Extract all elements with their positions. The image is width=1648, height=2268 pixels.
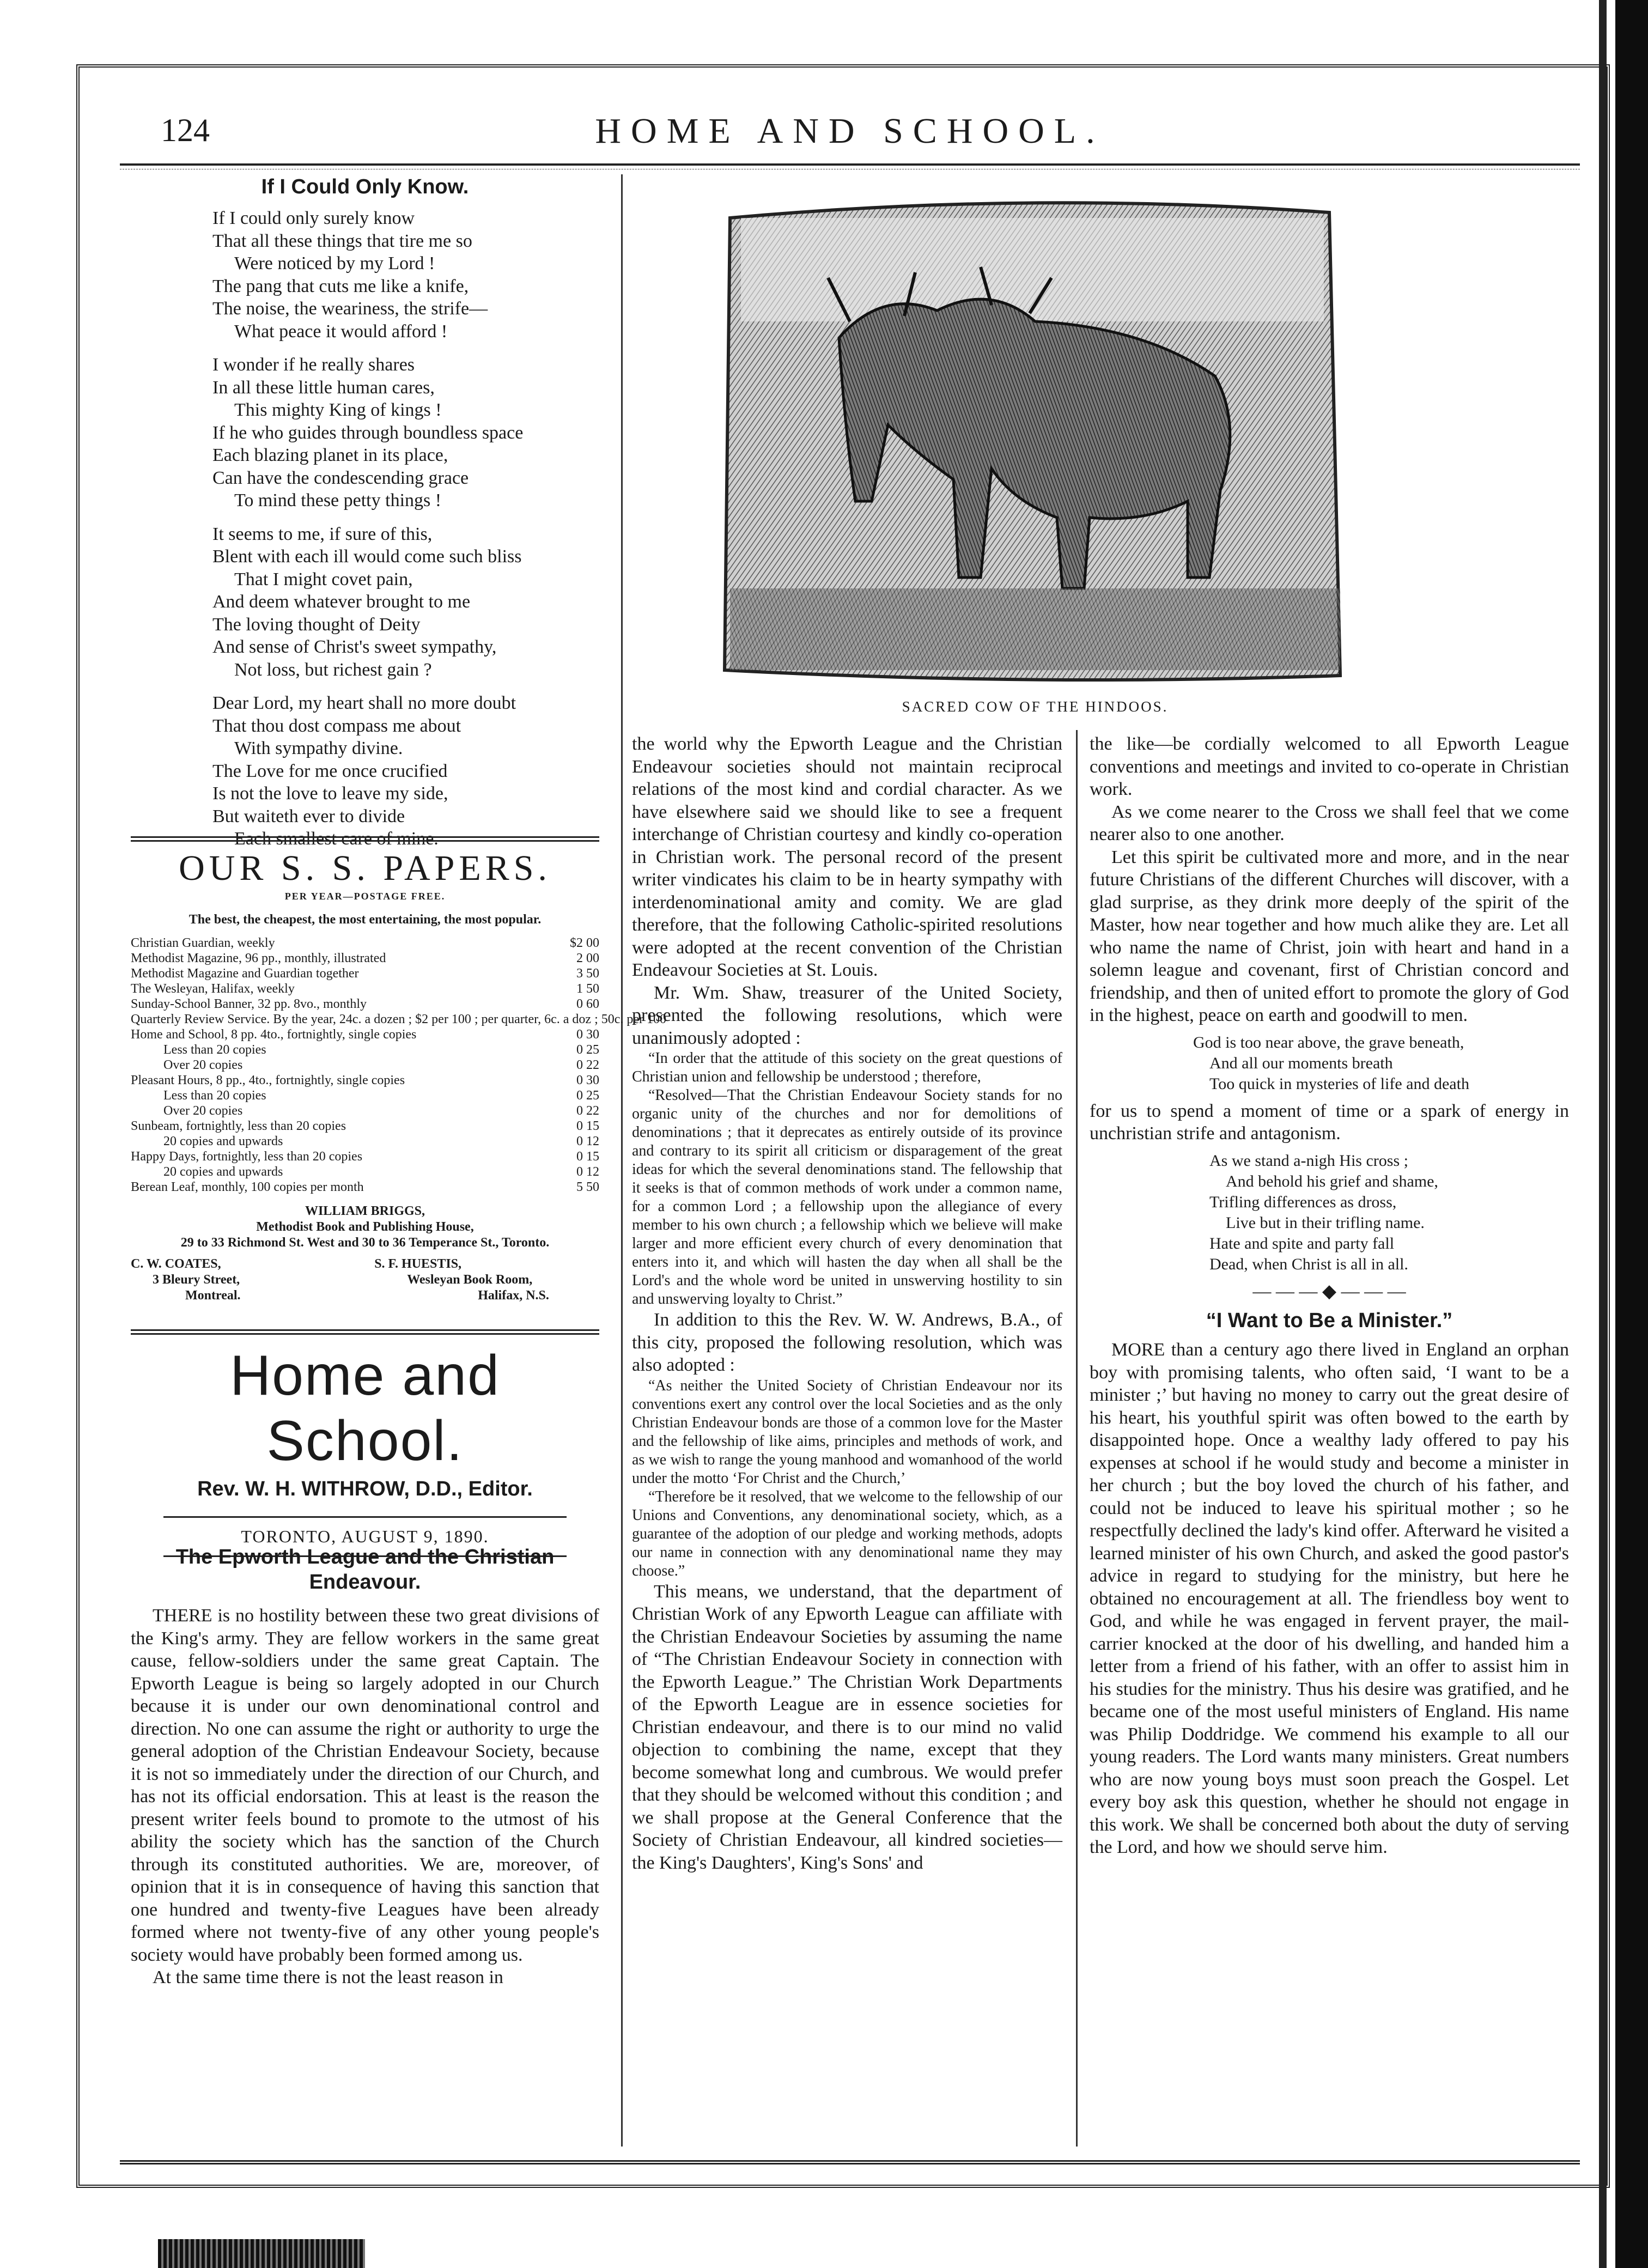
agent-halifax: S. F. HUESTIS, Wesleyan Book Room, Halifax, N.S. bbox=[374, 1257, 549, 1303]
page-header bbox=[120, 101, 1580, 153]
price-item: Methodist Magazine and Guardian together bbox=[131, 966, 359, 981]
publisher-house: Methodist Book and Publishing House, bbox=[256, 1220, 474, 1234]
price-value: $2 00 bbox=[570, 936, 599, 950]
price-row bbox=[131, 981, 599, 996]
ornament-divider: — — — ◆ — — — bbox=[1252, 1281, 1406, 1302]
verse-1: God is too near above, the grave beneath, And all our moments breath Too quick in mysteries of life and death bbox=[1193, 1033, 1469, 1093]
price-row bbox=[131, 1164, 599, 1179]
price-value: 0 12 bbox=[576, 1165, 599, 1179]
price-item: Sunbeam, fortnightly, less than 20 copies bbox=[131, 1119, 346, 1133]
price-item: Christian Guardian, weekly bbox=[131, 936, 275, 950]
image-caption: SACRED COW OF THE HINDOOS. bbox=[902, 698, 1169, 715]
price-row bbox=[131, 1057, 599, 1073]
price-row bbox=[131, 935, 599, 951]
scan-edge-shadow bbox=[1615, 0, 1648, 2268]
price-row bbox=[131, 1103, 599, 1118]
header-rule bbox=[120, 163, 1580, 166]
agents bbox=[131, 1256, 599, 1304]
price-row bbox=[131, 1134, 599, 1149]
price-value: 5 50 bbox=[576, 1180, 599, 1194]
price-value: 0 60 bbox=[576, 997, 599, 1011]
price-item: Home and School, 8 pp. 4to., fortnightly, single copies bbox=[131, 1027, 417, 1042]
article-epworth-title: The Epworth League and the Christian Endeavour. bbox=[175, 1546, 555, 1594]
price-row bbox=[131, 1042, 599, 1057]
publisher-name: WILLIAM BRIGGS, bbox=[305, 1204, 425, 1218]
poem-stanza: It seems to me, if sure of this, Blent with each ill would come such bliss That I might covet pain, And deem whatever brought to me The loving thought of Deity And sense of Christ's sweet sympathy, Not loss, but richest gain ? bbox=[212, 524, 522, 680]
publisher-address: 29 to 33 Richmond St. West and 30 to 36 Temperance St., Toronto. bbox=[180, 1236, 550, 1250]
price-item: Less than 20 copies bbox=[163, 1089, 266, 1103]
masthead-title: Home and School. bbox=[230, 1344, 500, 1473]
masthead-dateline: TORONTO, AUGUST 9, 1890. bbox=[241, 1526, 489, 1546]
page-number: 124 bbox=[161, 112, 210, 148]
price-item: Over 20 copies bbox=[163, 1104, 243, 1118]
footer-rule bbox=[120, 2160, 1580, 2164]
price-item: 20 copies and upwards bbox=[163, 1134, 283, 1148]
agent-montreal: C. W. COATES, 3 Bleury Street, Montreal. bbox=[131, 1257, 241, 1303]
poem-stanza: I wonder if he really shares In all these little human cares, This mighty King of kings ! If he who guides through boundless space Each blazing planet in its place, Can have the condescending grace To mind these petty things ! bbox=[212, 355, 524, 510]
price-value: 2 00 bbox=[576, 951, 599, 965]
price-row bbox=[131, 1179, 599, 1195]
ss-papers-tagline: The best, the cheapest, the most entertaining, the most popular. bbox=[188, 913, 542, 927]
column-rule-1 bbox=[621, 174, 623, 2147]
price-value: 0 15 bbox=[576, 1150, 599, 1164]
price-item: Methodist Magazine, 96 pp., monthly, illustrated bbox=[131, 951, 386, 965]
price-value: 0 22 bbox=[576, 1058, 599, 1072]
ss-papers-subtitle: PER YEAR—POSTAGE FREE. bbox=[284, 890, 446, 902]
verse-2: As we stand a-nigh His cross ; And behold his grief and shame, Trifling differences as dross, Live but in their trifling name. Hate and spite and party fall Dead, when Christ is all in all. bbox=[1209, 1151, 1438, 1273]
resolution-quote: “As neither the United Society of Christian Endeavour nor its conventions exert any control over the local Societies and as the only Christian Endeavour bonds are those of a common love for the Master and the fellowship of like aims, principles and methods of work, and as we wish to range the young manhood and womanhood of the world under the motto ‘For Christ and the Church,’ “Therefore be it resolved, that we welcome to the fellowship of our Unions and Conventions, any denominational society, which, as a guarantee of the adoption of our pledge and working methods, adopts our name in connection with any denominational name they may choose.” bbox=[632, 1377, 1062, 1579]
price-value: 0 22 bbox=[576, 1104, 599, 1118]
masthead bbox=[131, 1343, 599, 1557]
price-row bbox=[131, 996, 599, 1012]
price-value: 3 50 bbox=[576, 966, 599, 981]
price-row bbox=[131, 1027, 599, 1042]
price-row bbox=[131, 1012, 667, 1027]
paper-title: HOME AND SCHOOL. bbox=[595, 111, 1105, 151]
price-row bbox=[131, 966, 599, 981]
price-value: 0 30 bbox=[576, 1027, 599, 1042]
column-rule-2 bbox=[1076, 730, 1078, 2147]
poem-stanza: Dear Lord, my heart shall no more doubt That thou dost compass me about With sympathy divine. The Love for me once crucified Is not the love to leave my side, But waiteth ever to divide Each smallest care of mine. bbox=[212, 693, 516, 849]
price-item: Less than 20 copies bbox=[163, 1043, 266, 1057]
price-item: The Wesleyan, Halifax, weekly bbox=[131, 982, 295, 996]
section-rule bbox=[131, 836, 599, 842]
poem-stanza: If I could only surely know That all these things that tire me so Were noticed by my Lord ! The pang that cuts me like a knife, The noise, the weariness, the strife— What peace it would afford ! bbox=[212, 208, 488, 342]
article-epworth-col2: the world why the Epworth League and the Christian Endeavour societies should not maintain reciprocal relations of the most kind and cordial character. As we have elsewhere said we should like to see a frequent interchange of Christian courtesy and kindly co-operation in Christian work. The personal record of the present writer vindicates his claim to be in hearty sympathy with interdenominational amity and comity. We are glad therefore, that the following Catholic-spirited resolutions were adopted at the recent convention of the Christian Endeavour Societies at St. Louis. Mr. Wm. Shaw, treasurer of the United Society, presented the following resolutions, which were unanimously adopted : “In order that the attitude of this society on the great questions of Christian union and fellowship be understood ; therefore, “Resolved—That the Christian Endeavour Society stands for no organic unity of the churches and nor for demolitions of denominations ; that it deprecates as entirely outside of its province and contrary to its spirit all criticism or disparagement of the great ideas for which the several denominations stand. The fellowship that it seeks is that of common methods of work under a common name, for a common Lord ; a fellowship upon the allegiance of every member to his own church ; a fellowship which we believe will make larger and more efficient every church of every denomination that enters into it, and which will hasten the day when all shall be the Lord's and the whole word be united in unswerving hostility to sin and unswerving loyalty to Christ.” In addition to this the Rev. W. W. Andrews, B.A., of this city, proposed the following resolution, which was also adopted : “As neither the United Society of Christian Endeavour nor its conventions exert any control over the local Societies and as the only Christian Endeavour bonds are those of a common love for the Master and the fellowship of like aims, principles and methods of work, and as we wish to range the young manhood and womanhood of the world under the motto ‘For Christ and the Church,’ “Therefore be it resolved, that we welcome to the fellowship of our Unions and Conventions, any denominational society, which, as a guarantee of the adoption of our pledge and working methods, adopts our name in connection with any denominational name they may choose.” This means, we understand, that the department of Christian Work of any Epworth League can affiliate with the Christian Endeavour Societies by assuming the name of “The Christian Endeavour Society in connection with the Epworth League.” The Christian Work Departments of the Epworth League are in essence societies for Christian endeavour, and there is to our mind no valid objection to combining the name, except that they become somewhat long and cumbrous. We would prefer that they should be welcomed without this condition ; and we shall propose at the General Conference that the Society of Christian Endeavour, all kindred societies—the King's Daughters', King's Sons' and bbox=[632, 734, 1062, 1873]
poem bbox=[131, 174, 599, 861]
price-row bbox=[131, 1073, 599, 1088]
price-value: 1 50 bbox=[576, 982, 599, 996]
price-row bbox=[131, 1118, 599, 1134]
ss-papers bbox=[131, 848, 667, 1304]
article-minister-body: MORE than a century ago there lived in England an orphan boy with promising talents, who often said, ‘I want to be a minister ;’ but having no money to carry out the great desire of his heart, his youthful spirit was often bowed to the earth by disappointed hope. Once a wealthy lady offered to pay his expenses at school if he would study and become a minister in her church ; but the boy loved the church of his father, and could not be induced to leave his spiritual mother ; so he respectfully declined the lady's kind offer. Afterward he visited a learned minister of his own Church, and asked the good pastor's advice in regard to studying for the ministry, but here he obtained no encouragement at all. The friendless boy went to God, and while he was engaged in fervent prayer, the mail-carrier knocked at the door of his dwelling, and handed him a letter from a friend of his father, with an offer to assist him in his studies for the ministry. Thus his desire was gratified, and he became one of the most useful ministers of England. His name was Philip Doddridge. We commend his example to all our young readers. The Lord wants many ministers. Great numbers who are now young boys must soon preach the Gospel. Let every boy ask this question, whether he should not engage in this work. We shall be concerned both about the duty of serving the Lord, and how we should serve him. bbox=[1090, 1340, 1569, 1857]
price-item: Over 20 copies bbox=[163, 1058, 243, 1072]
masthead-editor: Rev. W. H. WITHROW, D.D., Editor. bbox=[197, 1477, 533, 1500]
price-value: 0 25 bbox=[576, 1089, 599, 1103]
price-value: 0 12 bbox=[576, 1134, 599, 1148]
article-epworth-col3: the like—be cordially welcomed to all Epworth League conventions and meetings and invited to co-operate in Christian work. As we come nearer to the Cross we shall feel that we come nearer also to one another. Let this spirit be cultivated more and more, and in the near future Christians of the different Churches will discover, with a glad surprise, as they drink more deeply of the spirit of the Master, how near together and how much alike they are. Let all who name the name of Christ, join with heart and hand in a solemn league and covenant, first of Christian concord and friendship, and then of united effort to promote the glory of God in the highest, peace on earth and goodwill to men. God is too near above, the grave beneath, And all our moments breath Too quick in mysteries of life and death for us to spend a moment of time or a spark of energy in unchristian strife and antagonism. As we stand a-nigh His cross ; And behold his grief and shame, Trifling differences as dross, Live but in their trifling name. Hate and spite and party fall Dead, when Christ is all in all. — — — ◆ — — — “I Want to Be a Minister.” MORE than a century ago there lived in England an orphan boy with promising talents, who often said, ‘I want to be a minister ;’ but having no money to carry out the great desire of his heart, his youthful spirit was often bowed to the earth by disappointed hope. Once a wealthy lady offered to pay his expenses at school if he would study and become a minister in her church ; but the boy loved the church of his father, and could not be induced to leave his spiritual mother ; so he respectfully declined the lady's kind offer. Afterward he visited a learned minister of his own Church, and asked the good pastor's advice in regard to studying for the ministry, but here he obtained no encouragement at all. The friendless boy went to God, and while he was engaged in fervent prayer, the mail-carrier knocked at the door of his dwelling, and handed him a letter from a friend of his father, with an offer to assist him in his studies for the ministry. Thus his desire was gratified, and he became one of the most useful ministers of England. His name was Philip Doddridge. We commend his example to all our young readers. The Lord wants many ministers. Great numbers who are now young boys must soon preach the Gospel. Let every boy ask this question, whether he should not engage in this work. We shall be concerned both about the duty of serving the Lord, and how we should serve him. bbox=[1090, 733, 1569, 1859]
price-list bbox=[131, 935, 667, 1195]
price-value: 0 30 bbox=[576, 1073, 599, 1087]
section-rule bbox=[131, 1329, 599, 1335]
resolution-quote: “In order that the attitude of this society on the great questions of Christian union and fellowship be understood ; therefore, “Resolved—That the Christian Endeavour Society stands for no organic unity of the churches and nor for demolitions of denominations ; that it deprecates as entirely outside of its province and contrary to its spirit all criticism or disparagement of the great ideas for which the several denominations stand. The fellowship that it seeks is that of common methods of work under a common name, for a common Lord ; a fellowship upon the allegiance of every member to his own church ; a fellowship which we believe will make larger and more efficient every church of every denomination that enters into it, and which will hasten the day when all shall be the Lord's and the whole word be united in unswerving hostility to sin and unswerving loyalty to Christ.” bbox=[632, 1050, 1062, 1308]
price-item: Berean Leaf, monthly, 100 copies per month bbox=[131, 1180, 364, 1194]
price-item: 20 copies and upwards bbox=[163, 1165, 283, 1179]
ss-papers-title: OUR S. S. PAPERS. bbox=[179, 848, 551, 888]
price-item: Sunday-School Banner, 32 pp. 8vo., monthly bbox=[131, 997, 367, 1011]
price-item: Happy Days, fortnightly, less than 20 copies bbox=[131, 1150, 363, 1164]
article-epworth-col1: The Epworth League and the Christian Endeavour. THERE is no hostility between these two great divisions of the King's army. They are fellow workers in the same great cause, fellow-soldiers under the same great Captain. The Epworth League is being so largely adopted in our Church because it is under our own denominational control and direction. No one can assume the right or authority to urge the general adoption of the Christian Endeavour Society, because it is not so immediately under the direction of our Church, and has not its official endorsation. This at least is the reason the present writer feels bound to promote to the utmost of his ability the society which has the sanction of the Church through its constituted authorities. We are, moreover, of opinion that it is in consequence of having this sanction that one hundred and twenty-five Leagues have been already formed where not twenty-five of any other young people's society would have probably been formed among us. At the same time there is not the least reason in bbox=[131, 1546, 599, 1987]
price-value: 0 15 bbox=[576, 1119, 599, 1133]
price-value: 0 25 bbox=[576, 1043, 599, 1057]
sacred-cow-illustration bbox=[708, 196, 1351, 697]
scan-smudge bbox=[158, 2239, 365, 2268]
price-item: Quarterly Review Service. By the year, 24c. a dozen ; $2 per 100 ; per quarter, 6c. a doz ; 50c. per 100 bbox=[131, 1012, 667, 1026]
article-minister-title: “I Want to Be a Minister.” bbox=[1206, 1309, 1453, 1332]
price-item: Pleasant Hours, 8 pp., 4to., fortnightly, single copies bbox=[131, 1073, 405, 1087]
price-row bbox=[131, 1088, 599, 1103]
poem-title: If I Could Only Know. bbox=[261, 175, 469, 198]
price-row bbox=[131, 1149, 599, 1164]
price-row bbox=[131, 951, 599, 966]
